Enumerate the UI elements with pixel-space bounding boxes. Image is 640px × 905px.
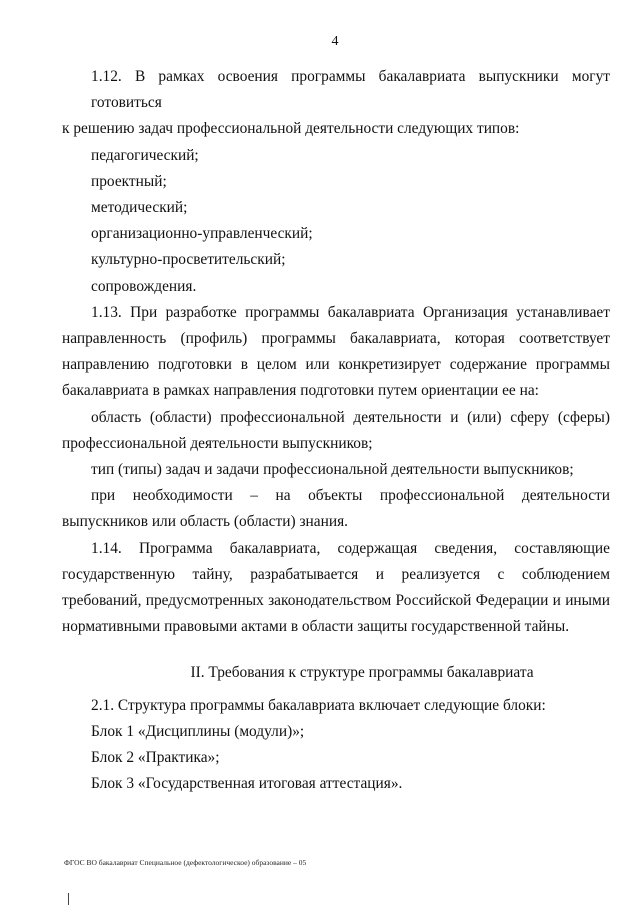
list-item-type: культурно-просветительский; xyxy=(91,251,286,269)
block-item: Блок 2 «Практика»; xyxy=(91,749,220,767)
list-item-type: педагогический; xyxy=(91,146,199,164)
block-item: Блок 1 «Дисциплины (модули)»; xyxy=(91,722,305,740)
orientation-item: область (области) профессиональной деятельности и (или) сферу (сферы) профессиональной деятельности выпускников; xyxy=(62,408,610,452)
paragraph-1-12-line1: 1.12. В рамках освоения программы бакалавриата выпускники могут готовиться xyxy=(91,68,610,112)
orientation-item: тип (типы) задач и задачи профессиональной деятельности выпускников; xyxy=(91,461,574,479)
list-item-type: сопровождения. xyxy=(91,277,197,295)
paragraph-1-12-line2: к решению задач профессиональной деятельности следующих типов: xyxy=(62,120,520,138)
paragraph-1-13: 1.13. При разработке программы бакалавриата Организация устанавливает направленность (профиль) программы бакалавриата, которая соответствует направлению подготовки в целом или конкретизирует содержание программы бакалавриата в рамках направления подготовки путем ориентации ее на: xyxy=(62,303,610,400)
paragraph-2-1: 2.1. Структура программы бакалавриата включает следующие блоки: xyxy=(91,696,546,714)
list-item-type: организационно-управленческий; xyxy=(91,225,313,243)
section-heading: II. Требования к структуре программы бакалавриата xyxy=(190,664,534,682)
page-number: 4 xyxy=(331,34,339,49)
list-item-type: проектный; xyxy=(91,172,167,190)
document-footer: ФГОС ВО бакалавриат Специальное (дефектологическое) образование – 05 xyxy=(64,858,307,867)
block-item: Блок 3 «Государственная итоговая аттестация». xyxy=(91,775,403,793)
orientation-item: при необходимости – на объекты профессиональной деятельности выпускников или область (области) знания. xyxy=(62,487,610,531)
list-item-type: методический; xyxy=(91,199,188,217)
paragraph-1-14: 1.14. Программа бакалавриата, содержащая сведения, составляющие государственную тайну, разрабатывается и реализуется с соблюдением требований, предусмотренных законодательством Российской Федерации и иными нормативными правовыми актами в области защиты государственной тайны. xyxy=(62,539,610,636)
scan-artifact xyxy=(68,893,69,905)
document-body xyxy=(62,64,610,797)
